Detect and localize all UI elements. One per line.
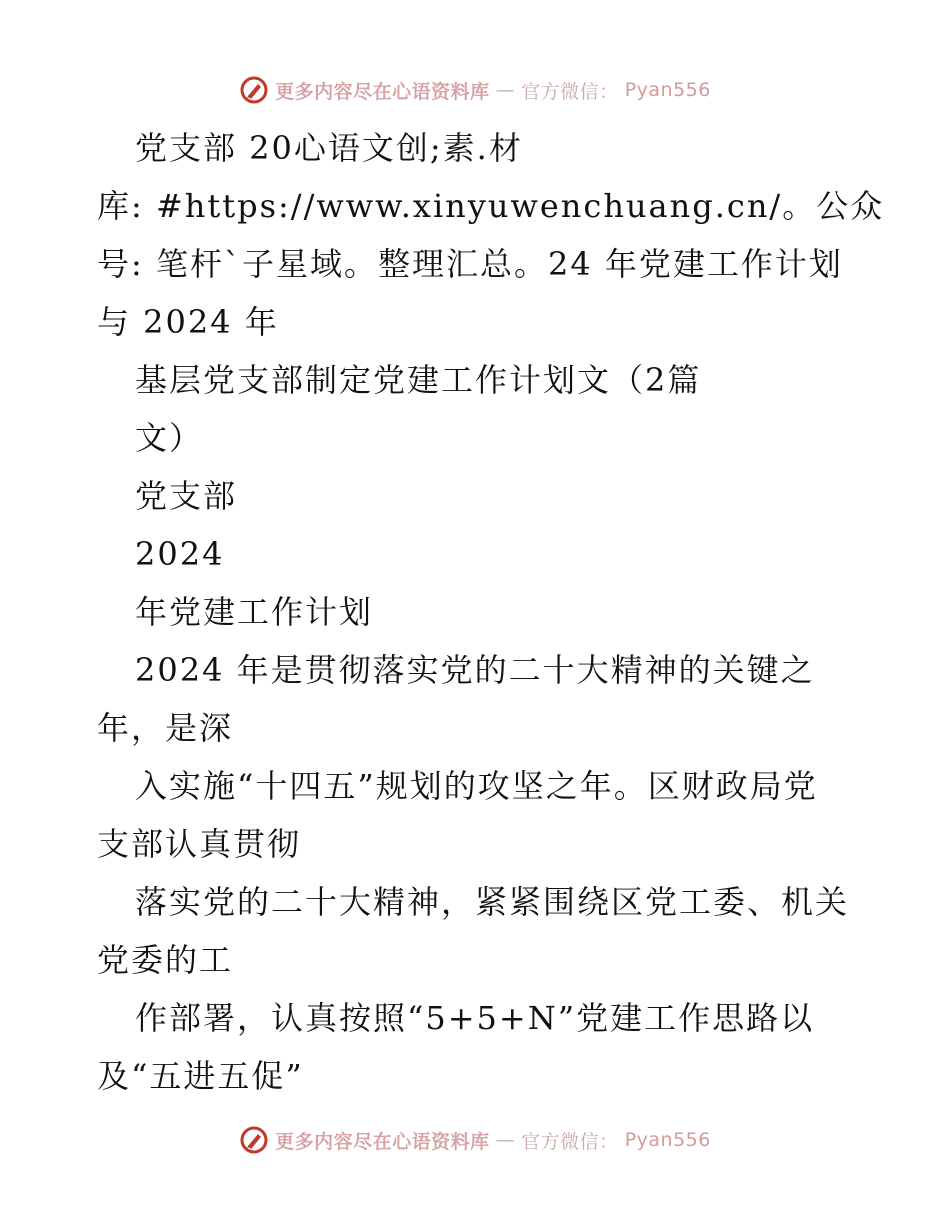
body-line-3: 号: 笔杆`子星域。整理汇总。24 年党建工作计划: [97, 245, 843, 283]
banner-wechat-id: Pyan556: [624, 1129, 711, 1151]
banner-main-text: 更多内容尽在心语资料库: [275, 1130, 490, 1153]
pen-logo-icon: [239, 1125, 269, 1155]
body-line-16: 作部署，认真按照“5+5+N”党建工作思路以: [135, 999, 815, 1037]
body-line-1: 党支部 20心语文创;素.材: [135, 129, 523, 167]
body-line-15: 党委的工: [97, 941, 234, 979]
body-line-6: 文）: [135, 419, 204, 457]
banner-wechat-label: 官方微信：: [521, 1130, 619, 1153]
banner-main-text: 更多内容尽在心语资料库: [275, 80, 490, 103]
body-line-7: 党支部: [135, 477, 238, 515]
header-watermark-banner: [0, 70, 950, 110]
body-line-11: 年，是深: [97, 709, 234, 747]
body-line-9: 年党建工作计划: [135, 593, 374, 631]
body-line-10: 2024 年是贯彻落实党的二十大精神的关键之: [135, 651, 815, 689]
banner-separator: —: [495, 79, 516, 101]
body-line-2: 库: #https://www.xinyuwenchuang.cn/。公众: [97, 187, 885, 225]
footer-watermark-banner: [0, 1120, 950, 1160]
pen-logo-icon: [239, 75, 269, 105]
body-line-13: 支部认真贯彻: [97, 825, 302, 863]
banner-separator: —: [495, 1129, 516, 1151]
body-line-14: 落实党的二十大精神，紧紧围绕区党工委、机关: [135, 883, 850, 921]
body-line-4: 与 2024 年: [97, 303, 279, 341]
banner-wechat-id: Pyan556: [624, 79, 711, 101]
banner-wechat-label: 官方微信：: [521, 80, 619, 103]
body-line-5: 基层党支部制定党建工作计划文（2篇: [135, 361, 702, 399]
body-line-17: 及“五进五促”: [97, 1057, 304, 1095]
body-line-8: 2024: [135, 535, 225, 573]
body-line-12: 入实施“十四五”规划的攻坚之年。区财政局党: [135, 767, 818, 805]
